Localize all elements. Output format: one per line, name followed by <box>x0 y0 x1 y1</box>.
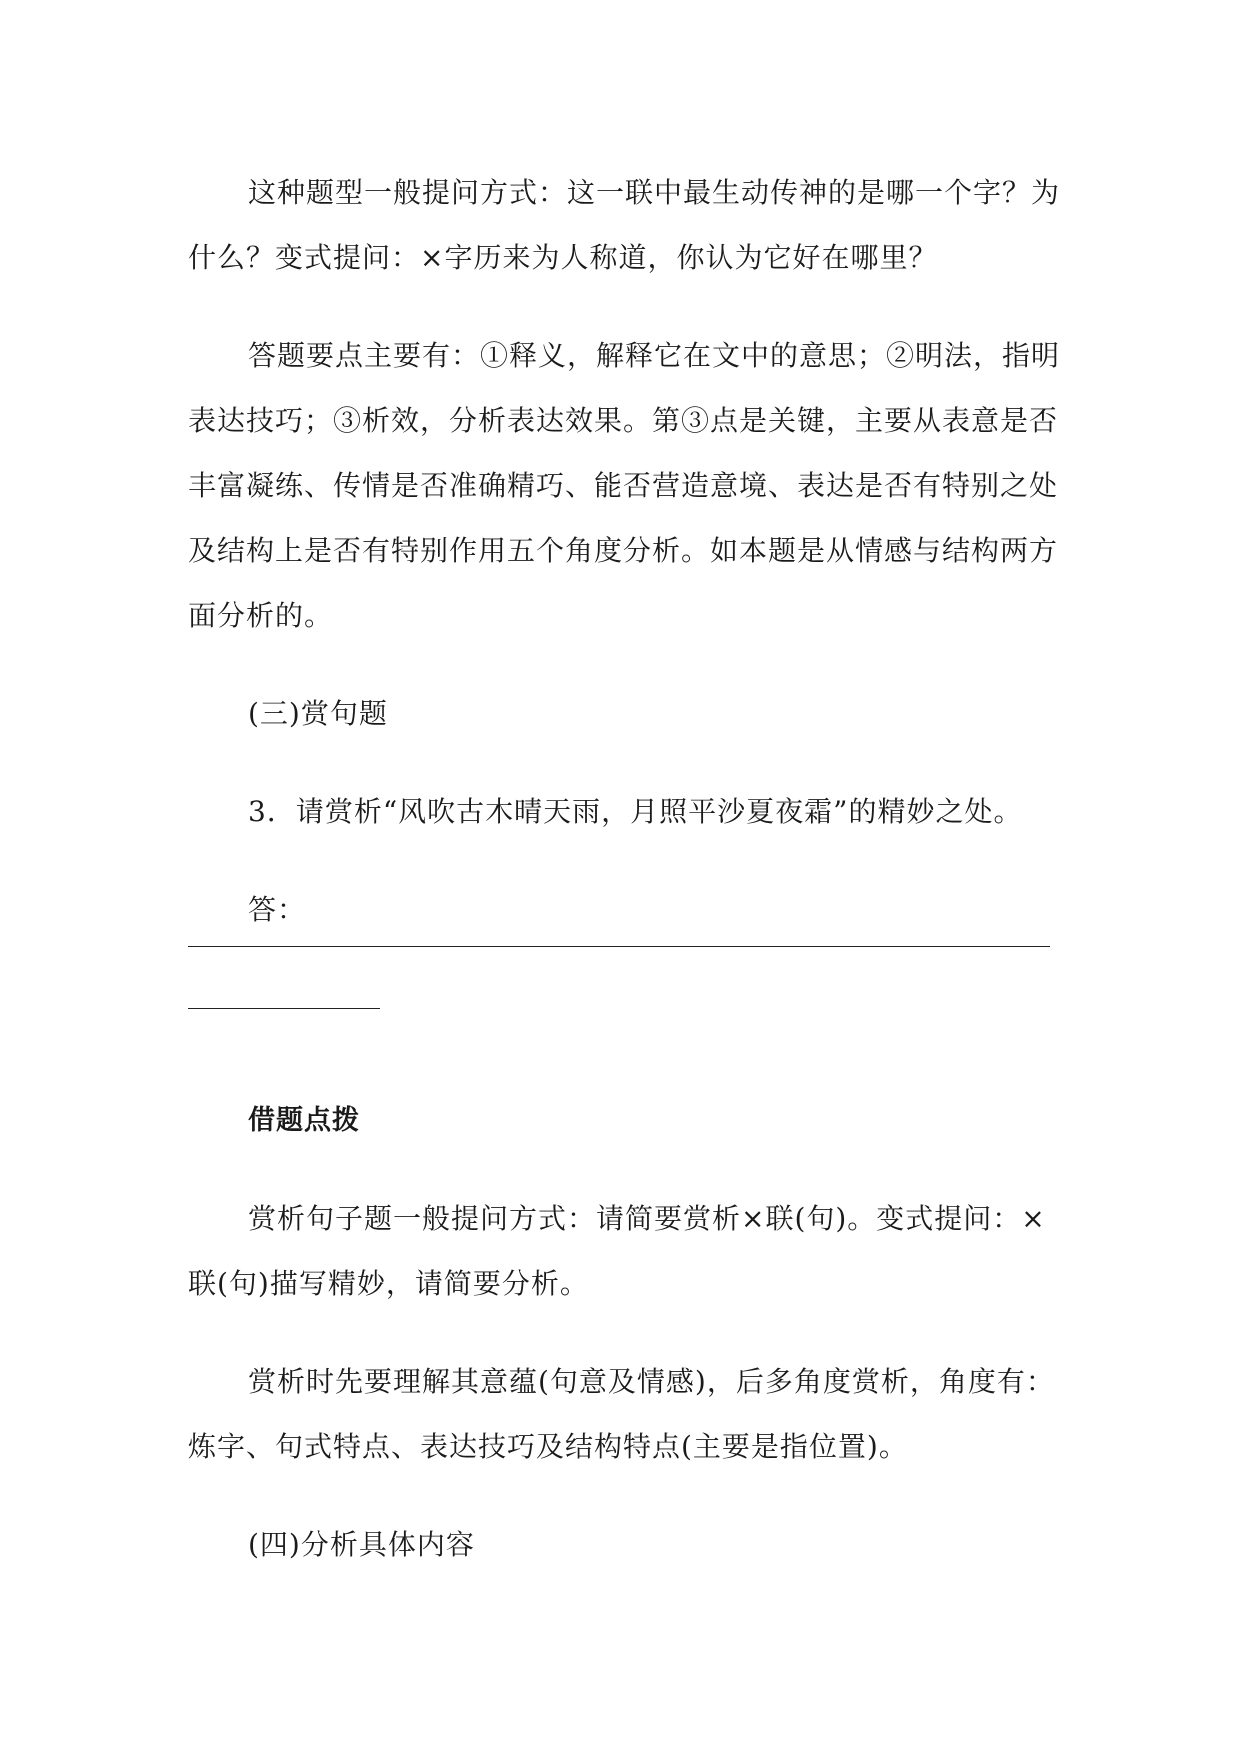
answer-blank-line-2 <box>188 1008 380 1009</box>
paragraph-analysis-method: 赏析时先要理解其意蕴(句意及情感)，后多角度赏析，角度有：炼字、句式特点、表达技巧及结构特点(主要是指位置)。 <box>188 1365 1055 1463</box>
answer-label: 答： <box>248 893 307 926</box>
paragraph-sentence-question-format: 赏析句子题一般提问方式：请简要赏析×联(句)。变式提问：×联(句)描写精妙，请简要分析。 <box>188 1202 1046 1300</box>
section-heading-four: (四)分析具体内容 <box>248 1528 475 1561</box>
document-page <box>188 160 1068 1610</box>
question-three: 3．请赏析“风吹古木晴天雨，月照平沙夏夜霜”的精妙之处。 <box>248 795 1023 828</box>
answer-blank-line-1 <box>188 946 1050 947</box>
tip-heading: 借题点拨 <box>248 1105 360 1136</box>
paragraph-question-format: 这种题型一般提问方式：这一联中最生动传神的是哪一个字？为什么？变式提问：×字历来为人称道，你认为它好在哪里？ <box>188 176 1061 274</box>
section-heading-three: (三)赏句题 <box>248 697 388 730</box>
paragraph-answer-points: 答题要点主要有：①释义，解释它在文中的意思；②明法，指明表达技巧；③析效，分析表达效果。第③点是关键，主要从表意是否丰富凝练、传情是否准确精巧、能否营造意境、表达是否有特别之处及结构上是否有特别作用五个角度分析。如本题是从情感与结构两方面分析的。 <box>188 339 1061 632</box>
